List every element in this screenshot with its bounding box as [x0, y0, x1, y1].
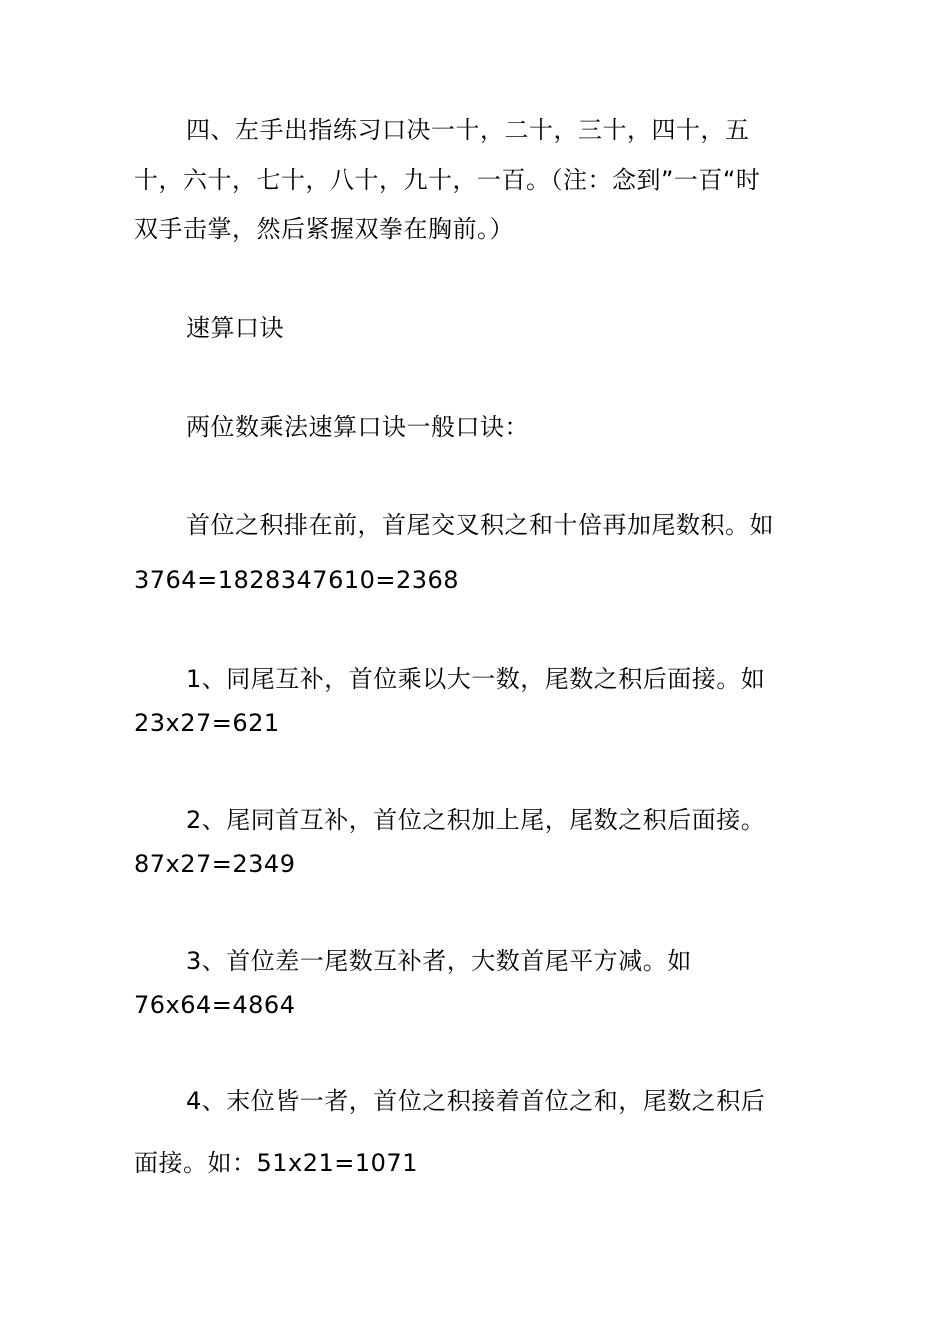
rule-1-line-1: 1、同尾互补，首位乘以大一数，尾数之积后面接。如: [186, 665, 766, 693]
rule-3-line-1: 3、首位差一尾数互补者，大数首尾平方减。如: [186, 947, 692, 975]
paragraph-finger-practice-line-3: 双手击掌，然后紧握双拳在胸前。）: [134, 215, 514, 243]
paragraph-intro: 两位数乘法速算口诀一般口诀：: [186, 413, 529, 441]
section-heading: 速算口诀: [186, 314, 284, 342]
paragraph-finger-practice-line-2: 十，六十，七十，八十，九十，一百。（注：念到”一百“时: [134, 166, 761, 194]
paragraph-finger-practice-line-1: 四、左手出指练习口决一十，二十，三十，四十，五: [186, 116, 750, 144]
rule-3-line-2: 76x64=4864: [134, 991, 296, 1019]
rule-1-line-2: 23x27=621: [134, 709, 280, 737]
rule-4-line-2: 面接。如：51x21=1071: [134, 1149, 418, 1177]
rule-4-line-1: 4、末位皆一者，首位之积接着首位之和，尾数之积后: [186, 1087, 766, 1115]
paragraph-general-rule-line-2: 3764=1828347610=2368: [134, 566, 460, 594]
rule-2-line-1: 2、尾同首互补，首位之积加上尾，尾数之积后面接。: [186, 806, 766, 834]
rule-2-line-2: 87x27=2349: [134, 850, 296, 878]
paragraph-general-rule-line-1: 首位之积排在前，首尾交叉积之和十倍再加尾数积。如: [186, 511, 774, 539]
